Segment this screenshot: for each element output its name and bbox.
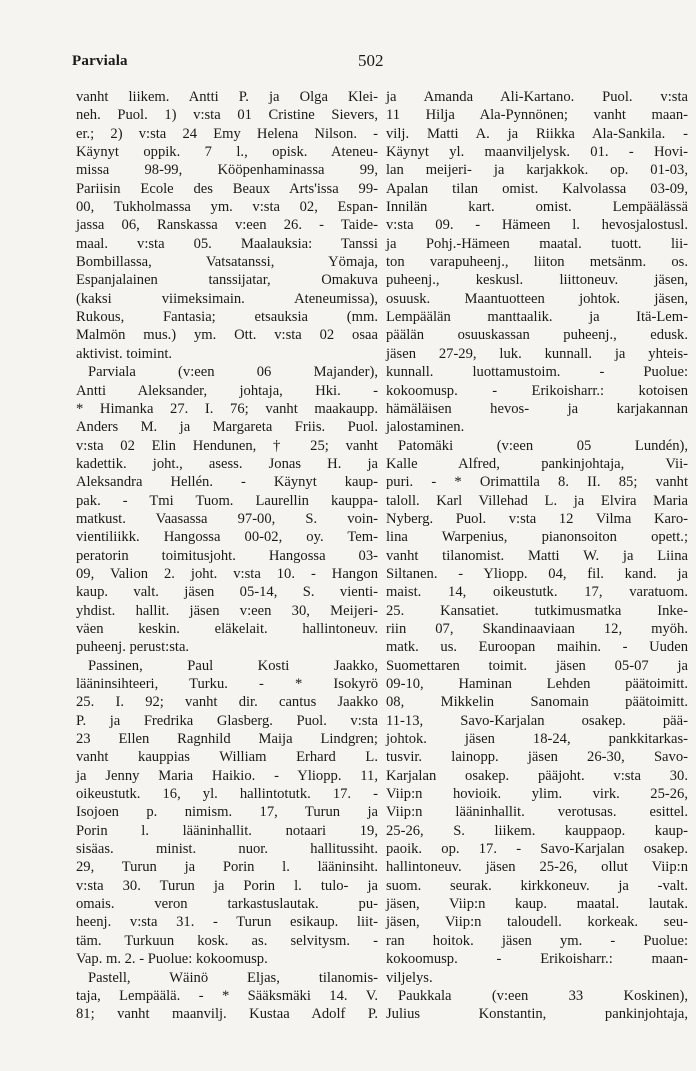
text-line: lina Warpenius, pianonsoiton opett.; [386, 529, 688, 546]
text-line: Innilän kart. omist. Lempäälässä [386, 199, 688, 216]
text-line: jäsen, Viip:n kaup. maatal. lautak. [386, 896, 688, 913]
text-line: maist. 14, oikeustutk. 17, varatuom. [386, 584, 688, 601]
text-line: hämäläisen hevos- ja karjakannan [386, 400, 688, 417]
text-line: vilj. Matti A. ja Riikka Ala-Sankila. - [386, 125, 688, 142]
text-line: jäsen, Viip:n taloudell. korkeak. seu- [386, 914, 688, 931]
text-line: johtok. jäsen 18-24, pankkitarkas- [386, 731, 688, 748]
text-line: jäsen 27-29, luk. kunnall. ja yhteis- [386, 345, 688, 362]
text-line: 25. I. 92; vanht dir. cantus Jaakko [76, 694, 378, 711]
page-number: 502 [358, 51, 384, 70]
text-line: paoik. op. 17. - Savo-Karjalan osakep. [386, 841, 688, 858]
text-line: matk. us. Euroopan maihin. - Uuden [386, 639, 688, 656]
text-line: puri. - * Orimattila 8. II. 85; vanht [386, 474, 688, 491]
text-line: ja Jenny Maria Haikio. - Yliopp. 11, [76, 767, 378, 784]
text-line: Porin l. lääninhallit. notaari 19, [76, 822, 378, 839]
text-line: kadettik. joht., asess. Jonas H. ja [76, 455, 378, 472]
text-line: Viip:n hovioik. ylim. virk. 25-26, [386, 786, 688, 803]
text-line: Karjalan osakep. pääjoht. v:sta 30. [386, 767, 688, 784]
text-line: maal. v:sta 05. Maalauksia: Tanssi [76, 235, 378, 252]
text-line: 25-26, S. liikem. kauppaop. kaup- [386, 822, 688, 839]
text-line: Apalan tilan omist. Kalvolassa 03-09, [386, 180, 688, 197]
text-line: 11-13, Savo-Karjalan osakep. pää- [386, 712, 688, 729]
text-line: vanht kauppias William Erhard L. [76, 749, 378, 766]
text-line: puheenj. perust:sta. [76, 639, 190, 656]
text-line: er.; 2) v:sta 24 Emy Helena Nilson. - [76, 125, 378, 142]
text-line: Viip:n lääninhallit. verotusas. esittel. [386, 804, 688, 821]
running-head: Parviala [72, 53, 128, 69]
text-line: Siltanen. - Yliopp. 04, fil. kand. ja [386, 565, 688, 582]
text-line: viljelys. [386, 969, 433, 986]
text-line: Parviala (v:een 06 Majander), [88, 364, 378, 381]
text-line: 29, Turun ja Porin l. lääninsiht. [76, 859, 378, 876]
text-line: vanht liikem. Antti P. ja Olga Klei- [76, 89, 378, 105]
text-line: Patomäki (v:een 05 Lundén), [398, 437, 688, 454]
left-column [76, 88, 378, 1024]
text-line: (kaksi viimeksimain. Ateneumissa), [76, 290, 378, 307]
text-line: Vap. m. 2. - Puolue: kokoomusp. [76, 951, 268, 968]
text-line: tusvir. lainopp. jäsen 26-30, Savo- [386, 749, 688, 766]
text-line: omais. veron tarkastuslautak. pu- [76, 896, 378, 913]
text-line: missa 98-99, Kööpenhaminassa 99, [76, 162, 378, 179]
text-line: 11 Hilja Ala-Pynnönen; vanht maan- [386, 107, 688, 124]
text-line: Kalle Alfred, pankinjohtaja, Vii- [386, 455, 688, 472]
text-line: 25. Kansatiet. tutkimusmatka Inke- [386, 602, 688, 619]
text-line: Suomettaren toimit. jäsen 05-07 ja [386, 657, 688, 674]
text-line: taja, Lempäälä. - * Sääksmäki 14. V. [76, 987, 378, 1004]
text-line: Passinen, Paul Kosti Jaakko, [88, 657, 378, 674]
text-line: Bombillassa, Vatsatanssi, Yömaja, [76, 254, 378, 271]
right-column [386, 88, 688, 1024]
text-line: 08, Mikkelin Sanomain päätoimitt. [386, 694, 688, 711]
text-line: yhdist. hallit. jäsen v:een 30, Meijeri- [76, 602, 378, 619]
text-line: ja Amanda Ali-Kartano. Puol. v:sta [386, 89, 688, 105]
text-line: v:sta 09. - Hämeen l. hevosjalostusl. [386, 217, 688, 234]
text-line: Pariisin Ecole des Beaux Arts'issa 99- [76, 180, 378, 197]
text-line: Aleksandra Hellén. - Käynyt kaup- [76, 474, 378, 491]
text-line: Anders M. ja Margareta Friis. Puol. [76, 419, 378, 436]
text-line: Espanjalainen tanssijatar, Omakuva [76, 272, 378, 289]
text-line: 09-10, Haminan Lehden päätoimitt. [386, 676, 688, 692]
text-line: lan meijeri- ja karjakkok. op. 01-03, [386, 162, 688, 179]
text-line: sisäas. minist. nuor. hallitussiht. [76, 841, 378, 858]
text-line: Paukkala (v:een 33 Koskinen), [398, 987, 688, 1004]
text-line: Käynyt yl. maanviljelysk. 01. - Hovi- [386, 144, 688, 161]
text-line: jassa 06, Ranskassa v:een 26. - Taide- [76, 217, 378, 234]
text-line: puheenj., keskusl. liittoneuv. jäsen, [386, 272, 688, 289]
text-line: vanht tilanomist. Matti W. ja Liina [386, 547, 688, 564]
text-line: Rukous, Fantasia; etsauksia (mm. [76, 309, 378, 326]
text-line: kokoomusp. - Erikoisharr.: maan- [386, 951, 688, 968]
text-line: Julius Konstantin, pankinjohtaja, [386, 1006, 688, 1023]
text-line: väen keskin. eläkelait. hallintoneuv. [76, 620, 378, 637]
text-line: ton varapuheenj., liiton metsänm. os. [386, 254, 688, 271]
text-line: 00, Tukholmassa ym. v:sta 02, Espan- [76, 199, 378, 216]
text-line: * Himanka 27. I. 76; vanht maakaupp. [76, 400, 378, 417]
text-line: Käynyt oppik. 7 l., opisk. Ateneu- [76, 144, 378, 161]
text-line: pak. - Tmi Tuom. Laurellin kauppa- [76, 492, 378, 509]
text-line: v:sta 30. Turun ja Porin l. tulo- ja [76, 877, 378, 894]
text-line: osuusk. Maantuotteen johtok. jäsen, [386, 290, 688, 307]
text-line: oikeustutk. 16, yl. hallintotutk. 17. - [76, 786, 378, 803]
text-line: riin 07, Skandinaaviaan 12, myöh. [386, 620, 688, 637]
text-line: 23 Ellen Ragnhild Maija Lindgren; [76, 731, 378, 748]
text-line: kaup. valt. jäsen 05-14, S. vienti- [76, 584, 378, 601]
text-line: lääninsihteeri, Turku. - * Isokyrö [76, 676, 378, 692]
text-line: täm. Turkuun kosk. as. selvitysm. - [76, 932, 378, 949]
text-line: heenj. v:sta 31. - Turun esikaup. liit- [76, 914, 378, 931]
text-line: Lempäälän manttaalik. ja Itä-Lem- [386, 309, 688, 326]
text-line: matkust. Vaasassa 97-00, S. voin- [76, 510, 378, 527]
text-line: suom. seurak. kirkkoneuv. ja -valt. [386, 877, 688, 894]
text-line: v:sta 02 Elin Hendunen, † 25; vanht [76, 437, 378, 454]
text-line: 81; vanht maanvilj. Kustaa Adolf P. [76, 1006, 378, 1023]
text-line: aktivist. toimint. [76, 345, 173, 362]
text-line: kunnall. luottamustoim. - Puolue: [386, 364, 688, 381]
text-line: hallintoneuv. jäsen 25-26, ollut Viip:n [386, 859, 688, 876]
text-line: jalostaminen. [386, 419, 465, 436]
text-line: Pastell, Wäinö Eljas, tilanomis- [88, 969, 378, 986]
text-line: Nyberg. Puol. v:sta 12 Vilma Karo- [386, 510, 688, 527]
text-line: taloll. Karl Villehad L. ja Elvira Maria [386, 492, 688, 509]
text-line: Isojoen p. nimism. 17, Turun ja [76, 804, 378, 821]
text-line: ja Pohj.-Hämeen maatal. tuott. lii- [386, 235, 688, 252]
text-line: P. ja Fredrika Glasberg. Puol. v:sta [76, 712, 378, 729]
text-line: kokoomusp. - Erikoisharr.: kotoisen [386, 382, 688, 399]
text-line: peratorin toimitusjoht. Hangossa 03- [76, 547, 378, 564]
text-line: Antti Aleksander, johtaja, Hki. - [76, 382, 378, 399]
text-line: neh. Puol. 1) v:sta 01 Cristine Sievers, [76, 107, 378, 124]
text-line: Malmön mus.) ym. Ott. v:sta 02 osaa [76, 327, 378, 344]
text-line: 09, Valion 2. joht. v:sta 10. - Hangon [76, 565, 378, 582]
text-line: päälän osuuskassan puheenj., edusk. [386, 327, 688, 344]
text-line: ran hoitok. jäsen ym. - Puolue: [386, 932, 688, 949]
text-line: vientiliikk. Hangossa 00-02, oy. Tem- [76, 529, 378, 546]
